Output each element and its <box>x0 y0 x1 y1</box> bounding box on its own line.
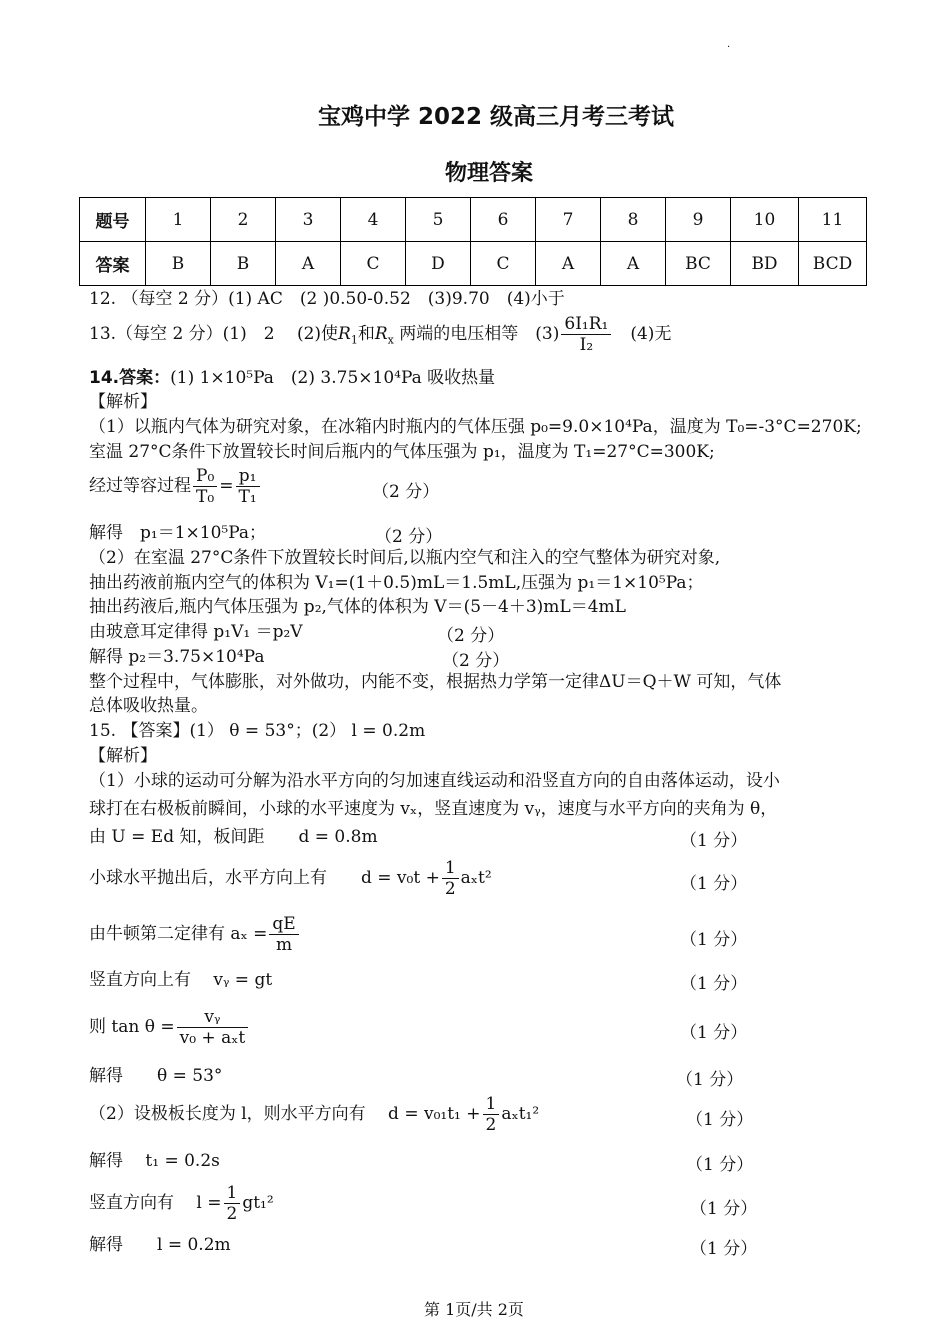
q14-answer-label: 14.答案： <box>89 368 171 388</box>
fraction <box>269 914 298 955</box>
q14-line-4: 解得 p₁＝1×10⁵Pa； <box>89 523 267 543</box>
q13-text-a: 13.（每空 2 分）(1) 2 (2)使 <box>89 324 339 344</box>
table-cell: C <box>471 242 536 286</box>
q15-line-2: 球打在右极板前瞬间，小球的水平速度为 vₓ，竖直速度为 vᵧ，速度与水平方向的夹角为 θ， <box>89 799 778 819</box>
q12-answer: 12. （每空 2 分）(1) AC (2 )0.50-0.52 (3)9.70 (4)小于 <box>89 289 565 309</box>
q14-line-3 <box>89 466 262 507</box>
frac-num: 1 <box>483 1094 500 1115</box>
q15-line-11 <box>89 1183 274 1224</box>
table-cell: BCD <box>799 242 867 286</box>
q13-answer <box>89 314 671 355</box>
q14-answer <box>89 367 495 389</box>
q15-line-11-text: 竖直方向有 l = <box>89 1193 222 1213</box>
q13-r1-sub: 1 <box>350 333 358 347</box>
frac-den: T₁ <box>238 487 257 507</box>
q14-line-3-text: 经过等容过程 <box>89 476 191 496</box>
q15-answer: 15. 【答案】(1） θ = 53°；(2） l = 0.2m <box>89 721 426 741</box>
q13-frac-den: I₂ <box>579 335 594 355</box>
q15-line-9-text: （2）设极板长度为 l，则水平方向有 d = v₀₁t₁ + <box>89 1104 481 1124</box>
half-fraction <box>483 1094 500 1135</box>
q14-line-8: 由玻意耳定律得 p₁V₁ ＝p₂V <box>89 622 303 642</box>
frac-num: qE <box>269 914 298 935</box>
q14-fraction-2 <box>236 466 260 507</box>
q14-line-10: 整个过程中，气体膨胀，对外做功，内能不变，根据热力学第一定律ΔU＝Q＋W 可知，气体 <box>89 672 782 692</box>
q13-fraction <box>561 314 611 355</box>
q15-line-10: 解得 t₁ = 0.2s <box>89 1151 220 1171</box>
table-cell: BD <box>731 242 799 286</box>
q14-line-9: 解得 p₂＝3.75×10⁴Pa <box>89 647 265 667</box>
score-mark: （2 分） <box>437 626 505 646</box>
table-cell: 8 <box>601 198 666 242</box>
page-footer: 第 1页/共 2页 <box>424 1300 524 1319</box>
table-cell: C <box>341 242 406 286</box>
table-cell: B <box>146 242 211 286</box>
table-cell: 5 <box>406 198 471 242</box>
equals-sign: = <box>219 476 234 496</box>
table-cell: 4 <box>341 198 406 242</box>
q13-text-b: 两端的电压相等 (3) <box>399 324 560 344</box>
row-label-numbers: 题号 <box>80 198 146 242</box>
q14-line-11: 总体吸收热量。 <box>89 696 208 716</box>
table-cell: BC <box>666 242 731 286</box>
frac-num: 1 <box>442 858 459 879</box>
decorative-dot: · <box>727 42 731 53</box>
q15-line-4-text: 小球水平抛出后，水平方向上有 d = v₀t + <box>89 868 440 888</box>
table-row-numbers <box>80 198 867 242</box>
frac-den: 2 <box>485 1115 497 1135</box>
q15-line-7-text: 则 tan θ = <box>89 1017 175 1037</box>
q14-line-7: 抽出药液后,瓶内气体压强为 p₂,气体的体积为 V＝(5－4＋3)mL＝4mL <box>89 597 626 617</box>
table-row-answers <box>80 242 867 286</box>
table-cell: D <box>406 242 471 286</box>
q15-line-4 <box>89 858 492 899</box>
score-mark: （2 分） <box>442 651 510 671</box>
frac-den: T₀ <box>196 487 215 507</box>
q13-text-c: (4)无 <box>613 324 672 344</box>
table-cell: A <box>276 242 341 286</box>
score-mark: （1 分） <box>680 831 748 851</box>
half-fraction <box>442 858 459 899</box>
frac-num: P₀ <box>193 466 217 487</box>
frac-den: 2 <box>444 879 456 899</box>
frac-num: vᵧ <box>177 1007 249 1028</box>
q15-line-11-tail: gt₁² <box>242 1193 274 1213</box>
score-mark: （1 分） <box>690 1199 758 1219</box>
answer-table <box>79 197 867 286</box>
q15-line-9-tail: aₓt₁² <box>501 1104 540 1124</box>
q14-line-1: （1）以瓶内气体为研究对象，在冰箱内时瓶内的气体压强 p₀=9.0×10⁴Pa，温度为 T₀=-3°C=270K; <box>89 417 862 437</box>
q15-line-1: （1）小球的运动可分解为沿水平方向的匀加速直线运动和沿竖直方向的自由落体运动，设小 <box>89 771 780 791</box>
q15-line-6: 竖直方向上有 vᵧ = gt <box>89 970 273 990</box>
score-mark: （1 分） <box>680 874 748 894</box>
score-mark: （2 分） <box>372 482 440 502</box>
row-label-answers: 答案 <box>80 242 146 286</box>
q14-line-2: 室温 27°C条件下放置较长时间后瓶内的气体压强为 p₁，温度为 T₁=27°C=300K; <box>89 442 715 462</box>
score-mark: （1 分） <box>680 974 748 994</box>
q13-rx-sub: x <box>387 333 394 347</box>
table-cell: 6 <box>471 198 536 242</box>
frac-num: p₁ <box>236 466 260 487</box>
q14-line-6: 抽出药液前瓶内空气的体积为 V₁=(1＋0.5)mL＝1.5mL,压强为 p₁＝1×10⁵Pa； <box>89 573 704 593</box>
table-cell: A <box>601 242 666 286</box>
q15-line-9 <box>89 1094 539 1135</box>
score-mark: （1 分） <box>680 1023 748 1043</box>
table-cell: 2 <box>211 198 276 242</box>
page-title: 宝鸡中学 2022 级高三月考三考试 <box>318 104 675 130</box>
score-mark: （2 分） <box>375 527 443 547</box>
q13-r1: R <box>338 324 351 344</box>
table-cell: 9 <box>666 198 731 242</box>
fraction <box>177 1007 249 1048</box>
table-cell: A <box>536 242 601 286</box>
q15-line-3: 由 U = Ed 知，板间距 d = 0.8m <box>89 827 378 847</box>
table-cell: 7 <box>536 198 601 242</box>
table-cell: 11 <box>799 198 867 242</box>
q13-frac-num: 6I₁R₁ <box>561 314 611 335</box>
score-mark: （1 分） <box>690 1239 758 1259</box>
page-subtitle: 物理答案 <box>445 161 534 186</box>
q13-and: 和 <box>357 324 375 344</box>
q15-line-8: 解得 θ = 53° <box>89 1066 223 1086</box>
table-cell: 1 <box>146 198 211 242</box>
score-mark: （1 分） <box>680 930 748 950</box>
table-cell: 3 <box>276 198 341 242</box>
q14-analysis-heading: 【解析】 <box>89 392 157 412</box>
q15-line-7 <box>89 1007 250 1048</box>
score-mark: （1 分） <box>686 1155 754 1175</box>
table-cell: B <box>211 242 276 286</box>
q15-analysis-heading: 【解析】 <box>89 746 157 766</box>
q14-answer-text: (1) 1×10⁵Pa (2) 3.75×10⁴Pa 吸收热量 <box>170 368 496 388</box>
half-fraction <box>224 1183 241 1224</box>
table-cell: 10 <box>731 198 799 242</box>
q13-rx: R <box>374 324 388 344</box>
frac-den: v₀ + aₓt <box>179 1028 246 1048</box>
frac-den: m <box>275 935 293 955</box>
q14-fraction-1 <box>193 466 217 507</box>
q14-line-5: （2）在室温 27°C条件下放置较长时间后,以瓶内空气和注入的空气整体为研究对象, <box>89 548 721 568</box>
score-mark: （1 分） <box>686 1110 754 1130</box>
score-mark: （1 分） <box>676 1070 744 1090</box>
q15-line-12: 解得 l = 0.2m <box>89 1235 231 1255</box>
q15-line-5-text: 由牛顿第二定律有 aₓ = <box>89 924 268 944</box>
frac-num: 1 <box>224 1183 241 1204</box>
frac-den: 2 <box>226 1204 238 1224</box>
q15-line-5 <box>89 914 301 955</box>
q15-line-4-tail: aₓt² <box>460 868 492 888</box>
